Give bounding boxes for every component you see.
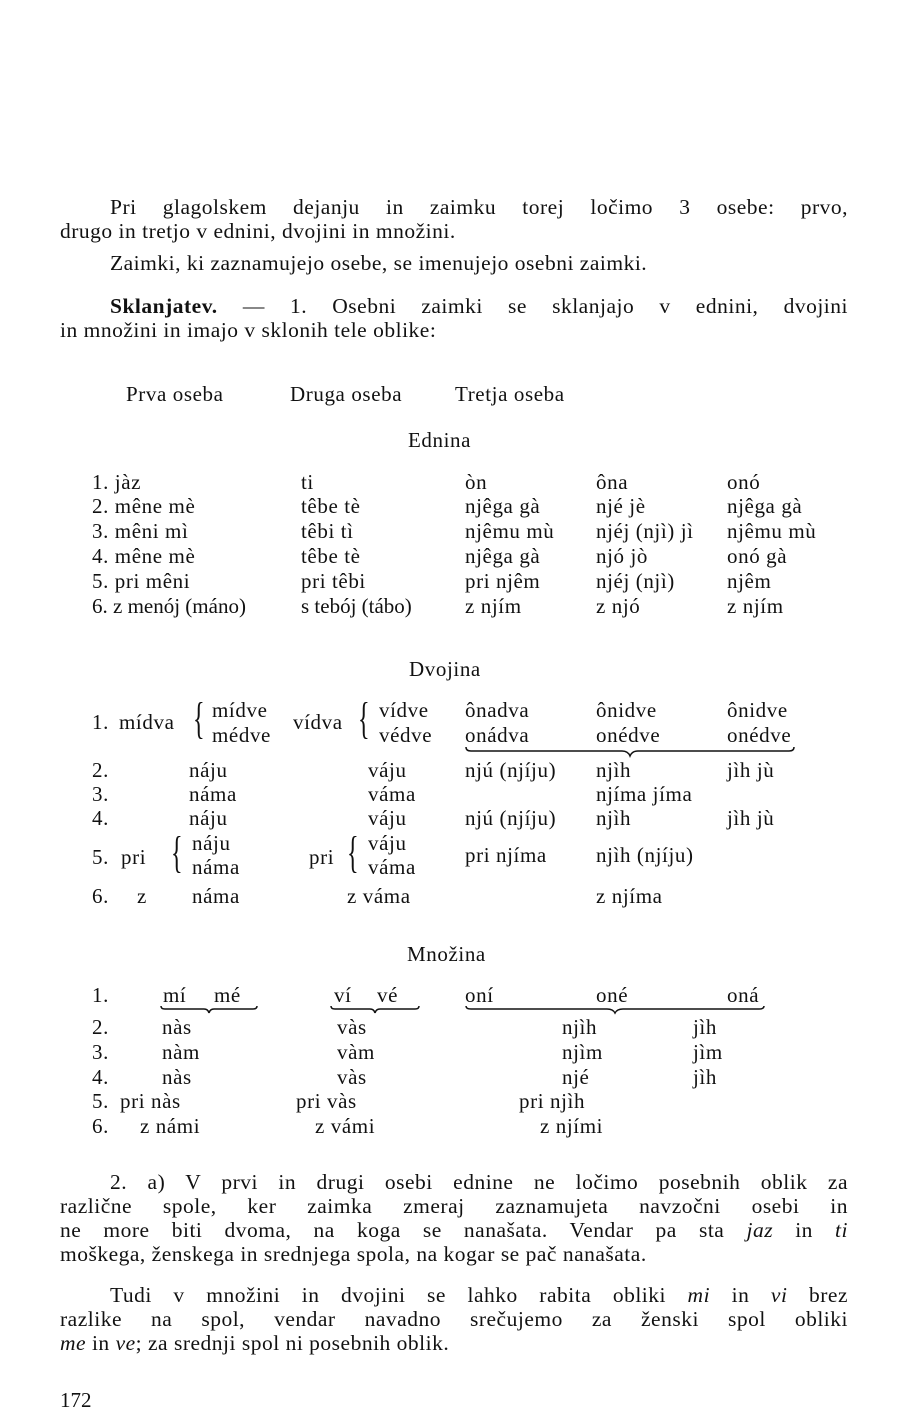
ednina-r4-second: têbe tè [301, 544, 361, 568]
dvojina-r4-first: náju [189, 806, 228, 830]
word-in: in [773, 1218, 836, 1242]
mnozina-r2-num: 2. [92, 1015, 109, 1039]
dvojina-r1-num: 1. [92, 710, 109, 734]
ednina-r2-second: têbe tè [301, 494, 361, 518]
mnozina-r1-num: 1. [92, 983, 109, 1007]
ednina-r6-second: s tebój (tábo) [301, 594, 412, 618]
ednina-r5-first: 5. pri mêni [92, 569, 191, 593]
ednina-r2-masc: njêga gà [465, 494, 541, 518]
brace-icon: { [358, 694, 370, 743]
ednina-r1-second: ti [301, 470, 314, 494]
grouping-bracket-icon [465, 1005, 765, 1015]
dvojina-r5-first-a: náju [192, 831, 231, 855]
word-vi: vi [770, 1283, 788, 1307]
mnozina-r3-third: njìm [562, 1040, 603, 1064]
mnozina-r1-masc: oní [465, 983, 494, 1007]
mnozina-r1-neut: oná [727, 983, 760, 1007]
mnozina-r1-second-m: ví [334, 983, 352, 1007]
header-first-person: Prva oseba [126, 382, 224, 406]
dvojina-r4-fem: njìh [596, 806, 632, 830]
dvojina-r5-second-a: váju [368, 831, 407, 855]
ednina-r2-fem: njé jè [596, 494, 646, 518]
dvojina-r5-first-b: náma [192, 855, 240, 879]
dvojina-r3-first: náma [189, 782, 237, 806]
word-ti: ti [835, 1218, 848, 1242]
dvojina-r5-num: 5. [92, 845, 109, 869]
ednina-r6-fem: z njó [596, 594, 641, 618]
mnozina-r5-second: pri vàs [296, 1089, 357, 1113]
intro-paragraph-3 [60, 294, 848, 342]
word-in: in [86, 1331, 116, 1355]
para2-line-2: različne spole, ker zaimka zmeraj zaznamujeta navzočni osebi in [60, 1194, 848, 1218]
ednina-r5-second: pri têbi [301, 569, 366, 593]
dvojina-r6-first: náma [192, 884, 240, 908]
ednina-r2-first: 2. mêne mè [92, 494, 196, 518]
word-ve: ve [115, 1331, 136, 1355]
intro-paragraph-2 [60, 251, 848, 275]
dvojina-r5-second-b: váma [368, 855, 416, 879]
intro-line-2: drugo in tretjo v ednini, dvojini in množini. [60, 219, 456, 243]
ednina-r3-first: 3. mêni mì [92, 519, 189, 543]
dvojina-r1-second-a: vídve [379, 698, 429, 722]
paragraph-2 [60, 1170, 848, 1266]
dvojina-r5-second-lead: pri [309, 845, 335, 869]
word-me: me [60, 1331, 87, 1355]
dvojina-r5-masc: pri njíma [465, 843, 547, 867]
word-jaz: jaz [746, 1218, 774, 1242]
ednina-r5-masc: pri njêm [465, 569, 541, 593]
intro-line-3: Zaimki, ki zaznamujejo osebe, se imenujejo osebni zaimki. [110, 251, 648, 275]
ednina-r1-neut: onó [727, 470, 761, 494]
header-third-person: Tretja oseba [455, 382, 565, 406]
mnozina-r6-first: z námi [140, 1114, 201, 1138]
mnozina-r4-second: vàs [337, 1065, 367, 1089]
dvojina-r1-first-b: médve [212, 723, 271, 747]
mnozina-r4-first: nàs [162, 1065, 192, 1089]
mnozina-r1-first-m: mí [163, 983, 187, 1007]
section-mnozina-title: Množina [407, 942, 486, 966]
mnozina-r3-second: vàm [337, 1040, 375, 1064]
word-mi: mi [687, 1283, 711, 1307]
mnozina-r1-first-f: mé [214, 983, 241, 1007]
para2-line-3-text: ne more biti dvoma, na koga se nanašata. Vendar pa sta [60, 1218, 747, 1242]
grouping-bracket-icon [160, 1005, 258, 1015]
dvojina-r4-num: 4. [92, 806, 109, 830]
para2-line-1: 2. a) V prvi in drugi osebi ednine ne ločimo posebnih oblik za [110, 1170, 848, 1194]
ednina-r2-neut: njêga gà [727, 494, 803, 518]
dvojina-r2-first: náju [189, 758, 228, 782]
dvojina-r1-first-a: mídve [212, 698, 268, 722]
dvojina-r1-second-lead: vídva [293, 710, 343, 734]
mnozina-r1-second-f: vé [377, 983, 399, 1007]
ednina-r3-fem: njéj (njì) jì [596, 519, 694, 543]
ednina-r3-neut: njêmu mù [727, 519, 817, 543]
dvojina-r6-fem: z njíma [596, 884, 663, 908]
dvojina-r1-first-lead: mídva [119, 710, 175, 734]
dvojina-r4-second: váju [368, 806, 407, 830]
ednina-r5-neut: njêm [727, 569, 772, 593]
word-brez: brez [787, 1283, 848, 1307]
brace-icon: { [347, 828, 359, 877]
grouping-bracket-icon [465, 746, 795, 758]
dvojina-r5-fem: njìh (njíju) [596, 843, 694, 867]
mnozina-r2-second: vàs [337, 1015, 367, 1039]
sklanjatev-heading: Sklanjatev. [110, 294, 218, 318]
mnozina-r4-num: 4. [92, 1065, 109, 1089]
ednina-r6-first: 6. z menój (máno) [92, 594, 246, 618]
section-ednina-title: Ednina [408, 428, 472, 452]
ednina-r4-masc: njêga gà [465, 544, 541, 568]
dvojina-r4-neut: jìh jù [727, 806, 775, 830]
page-number: 172 [60, 1388, 92, 1412]
para3-line-3 [60, 1331, 848, 1355]
dvojina-r6-num: 6. [92, 884, 109, 908]
mnozina-r5-third: pri njìh [519, 1089, 586, 1113]
grouping-bracket-icon [330, 1005, 420, 1015]
ednina-r1-first: 1. jàz [92, 470, 142, 494]
section-dvojina-title: Dvojina [409, 657, 481, 681]
ednina-r4-neut: onó gà [727, 544, 788, 568]
dvojina-r1-second-b: védve [379, 723, 433, 747]
ednina-r6-neut: z njím [727, 594, 784, 618]
intro-paragraph-1 [60, 195, 848, 243]
dvojina-r2-fem: njìh [596, 758, 632, 782]
mnozina-r2-short: jìh [693, 1015, 717, 1039]
intro-line-5: in množini in imajo v sklonih tele oblike: [60, 318, 437, 342]
ednina-r1-fem: ôna [596, 470, 629, 494]
dvojina-r1-fem-a: ônidve [596, 698, 657, 722]
para3-line-1-text: Tudi v množini in dvojini se lahko rabita obliki [110, 1283, 688, 1307]
dvojina-r2-num: 2. [92, 758, 109, 782]
mnozina-r6-num: 6. [92, 1114, 109, 1138]
mnozina-r1-fem: oné [596, 983, 629, 1007]
paragraph-3 [60, 1283, 848, 1355]
dvojina-r3-fem: njíma jíma [596, 782, 693, 806]
mnozina-r5-first: pri nàs [120, 1089, 181, 1113]
dvojina-r1-masc-b: onádva [465, 723, 530, 747]
para3-line-1 [60, 1283, 848, 1307]
dvojina-r6-first-lead: z [137, 884, 147, 908]
brace-icon: { [171, 828, 183, 877]
para3-line-3-text: ; za srednji spol ni posebnih oblik. [135, 1331, 450, 1355]
dvojina-r5-first-lead: pri [121, 845, 147, 869]
intro-line-1: Pri glagolskem dejanju in zaimku torej ločimo 3 osebe: prvo, [110, 195, 848, 219]
header-second-person: Druga oseba [290, 382, 403, 406]
ednina-r4-fem: njó jò [596, 544, 649, 568]
mnozina-r6-third: z njími [540, 1114, 604, 1138]
ednina-r4-first: 4. mêne mè [92, 544, 196, 568]
ednina-r3-masc: njêmu mù [465, 519, 555, 543]
mnozina-r3-short: jìm [693, 1040, 723, 1064]
mnozina-r3-num: 3. [92, 1040, 109, 1064]
dvojina-r1-neut-b: onédve [727, 723, 792, 747]
dvojina-r3-second: váma [368, 782, 416, 806]
mnozina-r4-short: jìh [693, 1065, 717, 1089]
dvojina-r2-neut: jìh jù [727, 758, 775, 782]
dvojina-r1-masc-a: ônadva [465, 698, 530, 722]
dvojina-r2-masc: njú (njíju) [465, 758, 557, 782]
mnozina-r2-third: njìh [562, 1015, 598, 1039]
ednina-r6-masc: z njím [465, 594, 522, 618]
dvojina-r2-second: váju [368, 758, 407, 782]
ednina-r3-second: têbi tì [301, 519, 354, 543]
dvojina-r4-masc: njú (njíju) [465, 806, 557, 830]
mnozina-r3-first: nàm [162, 1040, 200, 1064]
dvojina-r6-second: z váma [347, 884, 411, 908]
dvojina-r1-neut-a: ônidve [727, 698, 788, 722]
word-in: in [710, 1283, 771, 1307]
para3-line-2: razlike na spol, vendar navadno srečujemo za ženski spol obliki [60, 1307, 848, 1331]
intro-line-4: — 1. Osebni zaimki se sklanjajo v ednini, dvojini [217, 294, 848, 318]
dvojina-r3-num: 3. [92, 782, 109, 806]
mnozina-r4-third: njé [562, 1065, 590, 1089]
para2-line-3 [60, 1218, 848, 1242]
ednina-r1-masc: òn [465, 470, 488, 494]
mnozina-r6-second: z vámi [315, 1114, 376, 1138]
brace-icon: { [193, 694, 205, 743]
mnozina-r2-first: nàs [162, 1015, 192, 1039]
mnozina-r5-num: 5. [92, 1089, 109, 1113]
para2-line-4: moškega, ženskega in srednjega spola, na kogar se pač nanašata. [60, 1242, 647, 1266]
dvojina-r1-fem-b: onédve [596, 723, 661, 747]
ednina-r5-fem: njéj (njì) [596, 569, 675, 593]
